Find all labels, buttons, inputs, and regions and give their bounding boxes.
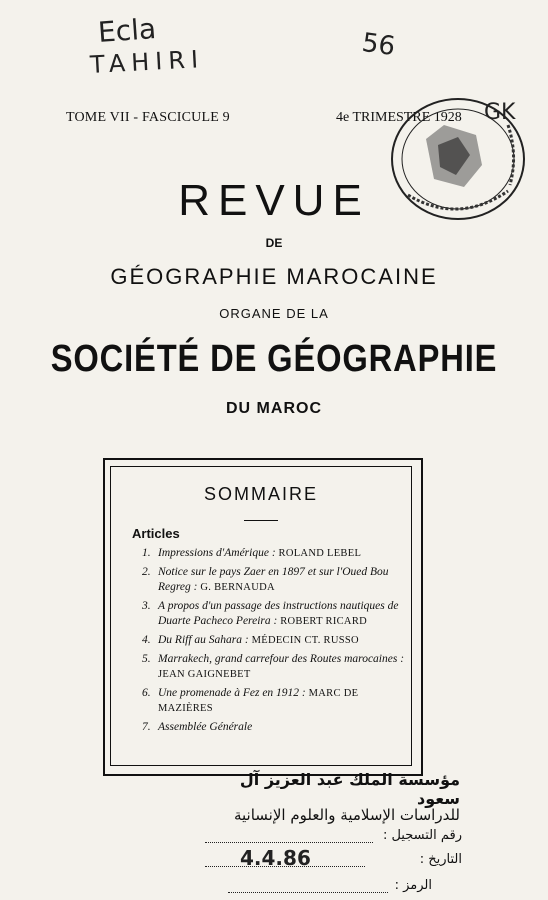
dotted-line (228, 892, 388, 893)
list-item: 6. Une promenade à Fez en 1912 : MARC DE MAZIÈRES (142, 687, 359, 714)
organ-label: ORGANE DE LA (219, 306, 329, 321)
handwritten-code: GK (484, 100, 516, 125)
list-item: 7. Assemblée Générale (142, 721, 253, 733)
table-of-contents (142, 546, 406, 739)
article-title: A propos d'un passage des instructions nautiques de Duarte Pacheco Pereira : (158, 600, 399, 627)
handwritten-name: TAHIRI (89, 45, 205, 79)
article-author: MARC DE MAZIÈRES (158, 688, 359, 714)
article-title: Une promenade à Fez en 1912 : (158, 687, 306, 699)
article-author: G. BERNAUDA (200, 582, 275, 593)
stamp-institution-subtitle: للدراسات الإسلامية والعلوم الإنسانية (233, 806, 460, 824)
article-title: Assemblée Générale (158, 721, 253, 733)
list-item: 2. Notice sur le pays Zaer en 1897 et sur l'Oued Bou Regreg : G. BERNAUDA (142, 566, 389, 593)
handwritten-date: 4.4.86 (240, 846, 311, 870)
divider (244, 520, 278, 521)
article-author: MÉDECIN CT. RUSSO (251, 635, 359, 646)
stamp-registration-label: رقم التسجيل : (382, 828, 462, 843)
handwritten-note: Ecla (96, 12, 158, 49)
quarter-label: 4e TRIMESTRE 1928 (336, 110, 462, 125)
title-connector: DE (265, 236, 283, 250)
list-item: 4. Du Riff au Sahara : MÉDECIN CT. RUSSO (142, 634, 359, 646)
article-author: JEAN GAIGNEBET (158, 669, 251, 680)
summary-heading: SOMMAIRE (203, 484, 318, 504)
journal-subtitle: GÉOGRAPHIE MAROCAINE (110, 264, 438, 289)
stamp-code-label: الرمز : (394, 878, 432, 893)
dotted-line (205, 842, 373, 843)
list-item: 5. Marrakech, grand carrefour des Routes marocaines : JEAN GAIGNEBET (142, 653, 405, 680)
volume-label: TOME VII - FASCICULE 9 (66, 110, 230, 125)
handwritten-number: 56 (360, 27, 398, 63)
journal-title: REVUE (178, 176, 370, 225)
list-item: 1. Impressions d'Amérique : ROLAND LEBEL (142, 547, 362, 559)
stamp-date-label: التاريخ : (419, 852, 462, 867)
stamp-registration-row (200, 828, 462, 843)
article-title: Marrakech, grand carrefour des Routes marocaines : (158, 653, 405, 665)
list-item: 3. A propos d'un passage des instructions nautiques de Duarte Pacheco Pereira : ROBERT RICARD (142, 600, 399, 627)
article-author: ROLAND LEBEL (278, 548, 362, 559)
stamp-code-row (200, 878, 432, 893)
society-name: SOCIÉTÉ DE GÉOGRAPHIE (50, 338, 498, 380)
article-author: ROBERT RICARD (280, 616, 368, 627)
stamp-institution: مؤسسة الملك عبد العزيز آل سعود (239, 770, 460, 808)
article-title: Notice sur le pays Zaer en 1897 et sur l'Oued Bou Regreg : (158, 566, 389, 593)
section-heading: Articles (132, 526, 180, 541)
society-location: DU MAROC (226, 400, 322, 417)
article-title: Du Riff au Sahara : (158, 634, 249, 646)
article-title: Impressions d'Amérique : (158, 547, 276, 559)
